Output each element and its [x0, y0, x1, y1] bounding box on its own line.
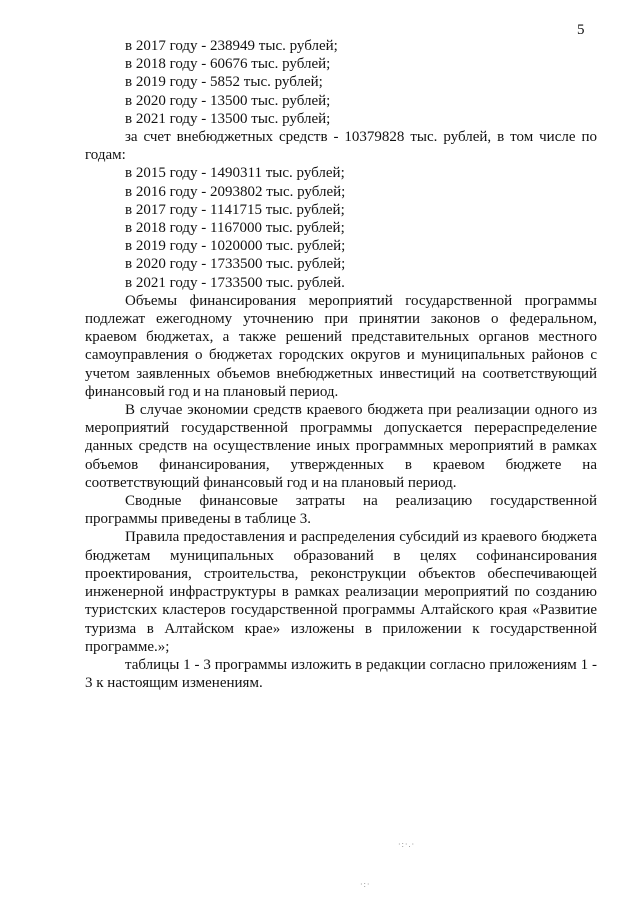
budget-line-2019: в 2019 году - 5852 тыс. рублей;	[125, 74, 323, 91]
document-body	[85, 37, 597, 692]
budget-line-2021: в 2021 году - 13500 тыс. рублей;	[125, 110, 331, 127]
scan-artifact: ·:·.·	[398, 840, 416, 849]
paragraph-tables-amendment: таблицы 1 - 3 программы изложить в редакции согласно приложениям 1 - 3 к настоящим изменениям.	[85, 656, 597, 692]
extrabudget-line-2018: в 2018 году - 1167000 тыс. рублей;	[125, 220, 345, 237]
paragraph-summary-costs: Сводные финансовые затраты на реализацию государственной программы приведены в таблице 3.	[85, 493, 597, 528]
page-number: 5	[577, 22, 585, 38]
paragraph-subsidy-rules: Правила предоставления и распределения субсидий из краевого бюджета бюджетам муниципальных образований в целях софинансирования проектирования, строительства, реконструкции объектов обеспечивающей инженерной инфраструктуры в рамках реализации мероприятий по созданию туристских кластеров государственной программы Алтайского края «Развитие туризма в Алтайском крае» изложены в приложении к государственной программе.»;	[85, 529, 597, 655]
budget-line-2017: в 2017 году - 238949 тыс. рублей;	[125, 38, 338, 54]
extrabudget-line-2021: в 2021 году - 1733500 тыс. рублей.	[125, 274, 345, 291]
extrabudget-line-2019: в 2019 году - 1020000 тыс. рублей;	[125, 238, 346, 255]
budget-line-2020: в 2020 году - 13500 тыс. рублей;	[125, 92, 331, 109]
scan-artifact: ·:·	[360, 880, 371, 889]
extrabudget-intro: за счет внебюджетных средств - 10379828 тыс. рублей, в том числе по годам:	[85, 129, 597, 164]
extrabudget-line-2016: в 2016 году - 2093802 тыс. рублей;	[125, 183, 346, 200]
extrabudget-line-2015: в 2015 году - 1490311 тыс. рублей;	[125, 165, 345, 182]
budget-line-2018: в 2018 году - 60676 тыс. рублей;	[125, 56, 331, 73]
paragraph-funding-volumes: Объемы финансирования мероприятий государственной программы подлежат ежегодному уточнению при принятии законов о федеральном, краевом бюджетах, а также решений представительных органов местного самоуправления о бюджетах городских округов и муниципальных районов с учетом заявленных объемов внебюджетных инвестиций на соответствующий финансовый год и на плановый период.	[85, 292, 597, 400]
extrabudget-line-2020: в 2020 году - 1733500 тыс. рублей;	[125, 256, 346, 273]
extrabudget-line-2017: в 2017 году - 1141715 тыс. рублей;	[125, 201, 345, 218]
paragraph-budget-savings: В случае экономии средств краевого бюджета при реализации одного из мероприятий государственной программы допускается перераспределение данных средств на осуществление иных программных мероприятий в рамках объемов финансирования, утвержденных в краевом бюджете на соответствующий финансовый год и на плановый период.	[85, 402, 597, 491]
